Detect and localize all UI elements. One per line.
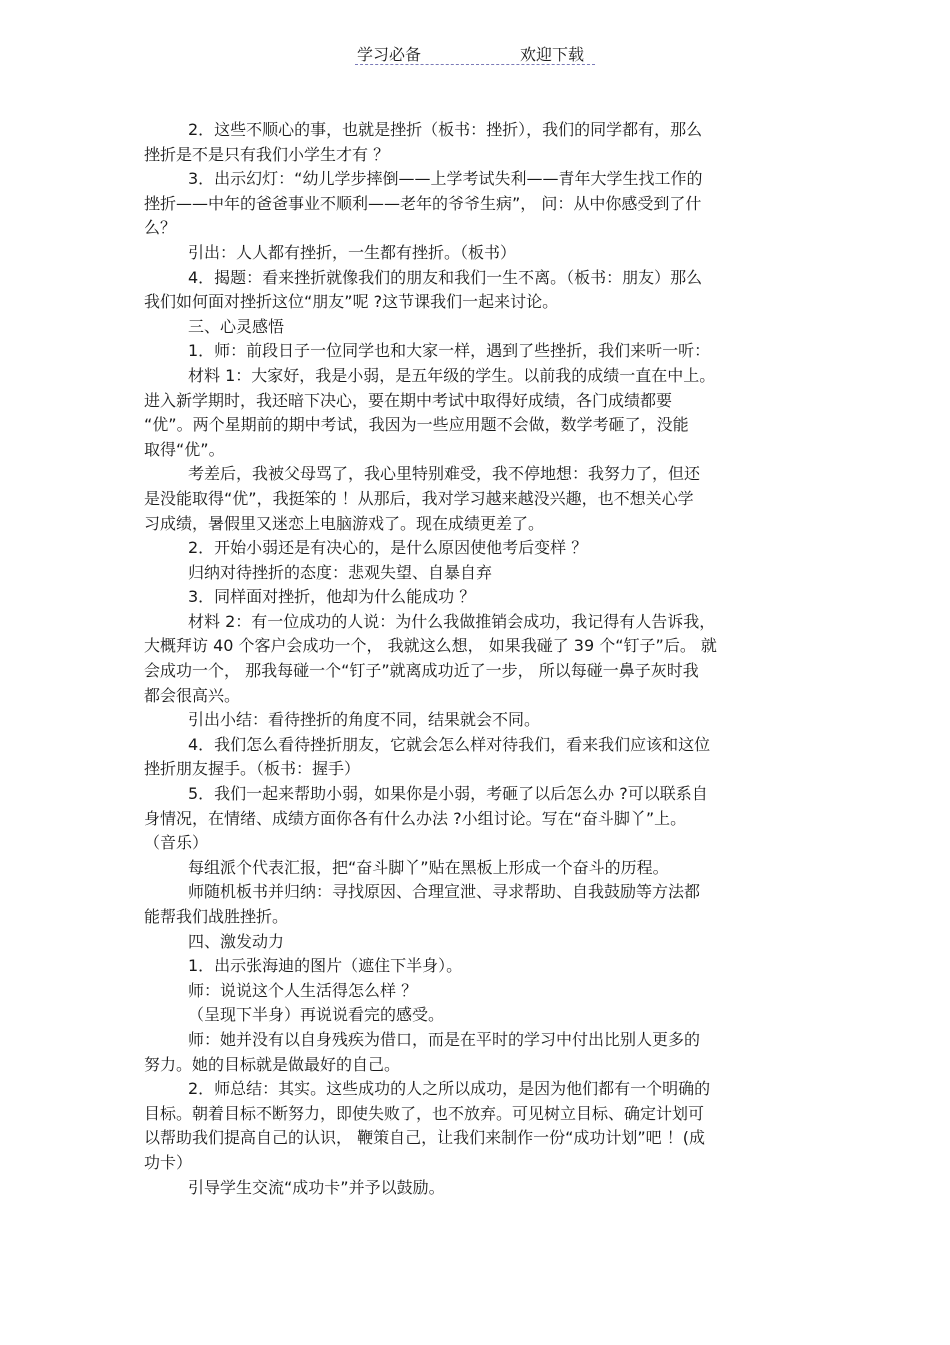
paragraph	[144, 585, 810, 610]
paragraph	[144, 536, 810, 561]
paragraph-line: 我们如何面对挫折这位“朋友”呢 ?这节课我们一起来讨论。	[144, 292, 559, 312]
paragraph-line: 么？	[144, 218, 177, 238]
paragraph-line: 是没能取得“优”，我挺笨的 ！从那后，我对学习越来越没兴趣，也不想关心学	[144, 488, 694, 508]
paragraph-line: 1．出示张海迪的图片（遮住下半身）。	[188, 956, 463, 976]
paragraph-line: 材料 1：大家好，我是小弱，是五年级的学生。以前我的成绩一直在中上。	[188, 365, 716, 385]
paragraph	[144, 561, 810, 586]
paragraph-line: 5．我们一起来帮助小弱，如果你是小弱，考砸了以后怎么办 ?可以联系自	[188, 784, 708, 804]
paragraph	[144, 1003, 810, 1028]
paragraph	[144, 782, 810, 856]
paragraph	[144, 339, 810, 364]
header-left-text: 学习必备	[357, 45, 422, 64]
paragraph-line: 大概拜访 40 个客户会成功一个， 我就这么想， 如果我碰了 39 个“钉子”后。 就	[144, 636, 717, 656]
paragraph-line: 1．师：前段日子一位同学也和大家一样，遇到了些挫折，我们来听一听：	[188, 341, 711, 361]
paragraph-line: 引出：人人都有挫折，一生都有挫折。（板书）	[188, 242, 517, 262]
paragraph-line: 习成绩，暑假里又迷恋上电脑游戏了。现在成绩更差了。	[144, 513, 545, 533]
paragraph	[144, 1028, 810, 1077]
paragraph	[144, 167, 810, 241]
paragraph	[144, 733, 810, 782]
paragraph	[144, 856, 810, 881]
paragraph	[144, 954, 810, 979]
paragraph-line: 考差后，我被父母骂了，我心里特别难受，我不停地想：我努力了，但还	[188, 464, 701, 484]
paragraph-line: 能帮我们战胜挫折。	[144, 907, 289, 926]
paragraph-line: 努力。她的目标就是做最好的自己。	[144, 1054, 401, 1074]
paragraph-line: 四、激发动力	[188, 931, 285, 951]
paragraph-line: 挫折朋友握手。（板书：握手）	[144, 759, 361, 779]
paragraph-line: 会成功一个， 那我每碰一个“钉子”就离成功近了一步， 所以每碰一鼻子灰时我	[144, 661, 699, 681]
paragraph-line: 引导学生交流“成功卡”并予以鼓励。	[188, 1177, 445, 1197]
paragraph-line: 2．开始小弱还是有决心的，是什么原因使他考后变样 ？	[188, 538, 588, 558]
paragraph	[144, 708, 810, 733]
paragraph-line: 身情况，在情绪、成绩方面你各有什么办法 ?小组讨论。写在“奋斗脚丫”上。	[144, 808, 687, 828]
paragraph-line: 师：说说这个人生活得怎么样 ？	[188, 980, 418, 1000]
paragraph-line: 三、心灵感悟	[188, 316, 285, 336]
paragraph	[144, 266, 810, 315]
paragraph-line: 功卡）	[144, 1152, 193, 1172]
paragraph-line: 2．这些不顺心的事，也就是挫折（板书：挫折），我们的同学都有，那么	[188, 120, 703, 139]
paragraph	[144, 1176, 810, 1201]
paragraph-line: 师随机板书并归纳：寻找原因、合理宣泄、寻求帮助、自我鼓励等方法都	[188, 882, 701, 902]
paragraph-line: 4．我们怎么看待挫折朋友，它就会怎么样对待我们，看来我们应该和这位	[188, 734, 711, 754]
paragraph	[144, 118, 810, 167]
paragraph	[144, 930, 810, 955]
paragraph-line: 目标。朝着目标不断努力，即使失败了，也不放弃。可见树立目标、确定计划可	[144, 1103, 705, 1123]
paragraph-line: 师：她并没有以自身残疾为借口，而是在平时的学习中付出比别人更多的	[188, 1029, 701, 1049]
paragraph	[144, 462, 810, 536]
header-right-text: 欢迎下载	[520, 45, 585, 64]
paragraph-line: 挫折是不是只有我们小学生才有 ？	[144, 144, 390, 164]
paragraph	[144, 364, 810, 462]
paragraph-line: 材料 2：有一位成功的人说：为什么我做推销会成功，我记得有人告诉我，	[188, 611, 716, 631]
paragraph	[144, 880, 810, 929]
paragraph-line: 以帮助我们提高自己的认识， 鞭策自己，让我们来制作一份“成功计划”吧 ！(成	[144, 1128, 705, 1148]
paragraph-line: 取得“优”。	[144, 439, 225, 459]
paragraph	[144, 610, 810, 708]
paragraph-line: （音乐）	[144, 833, 209, 853]
paragraph-line: 4．揭题：看来挫折就像我们的朋友和我们一生不离。（板书：朋友）那么	[188, 267, 703, 287]
paragraph-line: 3．出示幻灯：“幼儿学步摔倒——上学考试失利——青年大学生找工作的	[188, 169, 703, 189]
paragraph-line: （呈现下半身）再说说看完的感受。	[188, 1005, 445, 1025]
paragraph-line: “优”。两个星期前的期中考试，我因为一些应用题不会做，数学考砸了，没能	[144, 415, 689, 435]
document-body	[144, 118, 810, 1200]
paragraph-line: 3．同样面对挫折，他却为什么能成功 ？	[188, 587, 476, 607]
paragraph	[144, 1077, 810, 1175]
paragraph-line: 进入新学期时，我还暗下决心，要在期中考试中取得好成绩，各门成绩都要	[144, 390, 673, 410]
paragraph-line: 挫折——中年的爸爸事业不顺利——老年的爷爷生病”， 问：从中你感受到了什	[144, 193, 702, 213]
paragraph-line: 引出小结：看待挫折的角度不同，结果就会不同。	[188, 710, 541, 730]
page-header	[355, 40, 595, 65]
paragraph	[144, 241, 810, 266]
paragraph-line: 每组派个代表汇报，把“奋斗脚丫”贴在黑板上形成一个奋斗的历程。	[188, 857, 669, 877]
paragraph-line: 2．师总结：其实。这些成功的人之所以成功，是因为他们都有一个明确的	[188, 1079, 711, 1099]
paragraph-line: 归纳对待挫折的态度：悲观失望、自暴自弃	[188, 562, 493, 582]
paragraph	[144, 315, 810, 340]
paragraph	[144, 979, 810, 1004]
paragraph-line: 都会很高兴。	[144, 685, 241, 705]
